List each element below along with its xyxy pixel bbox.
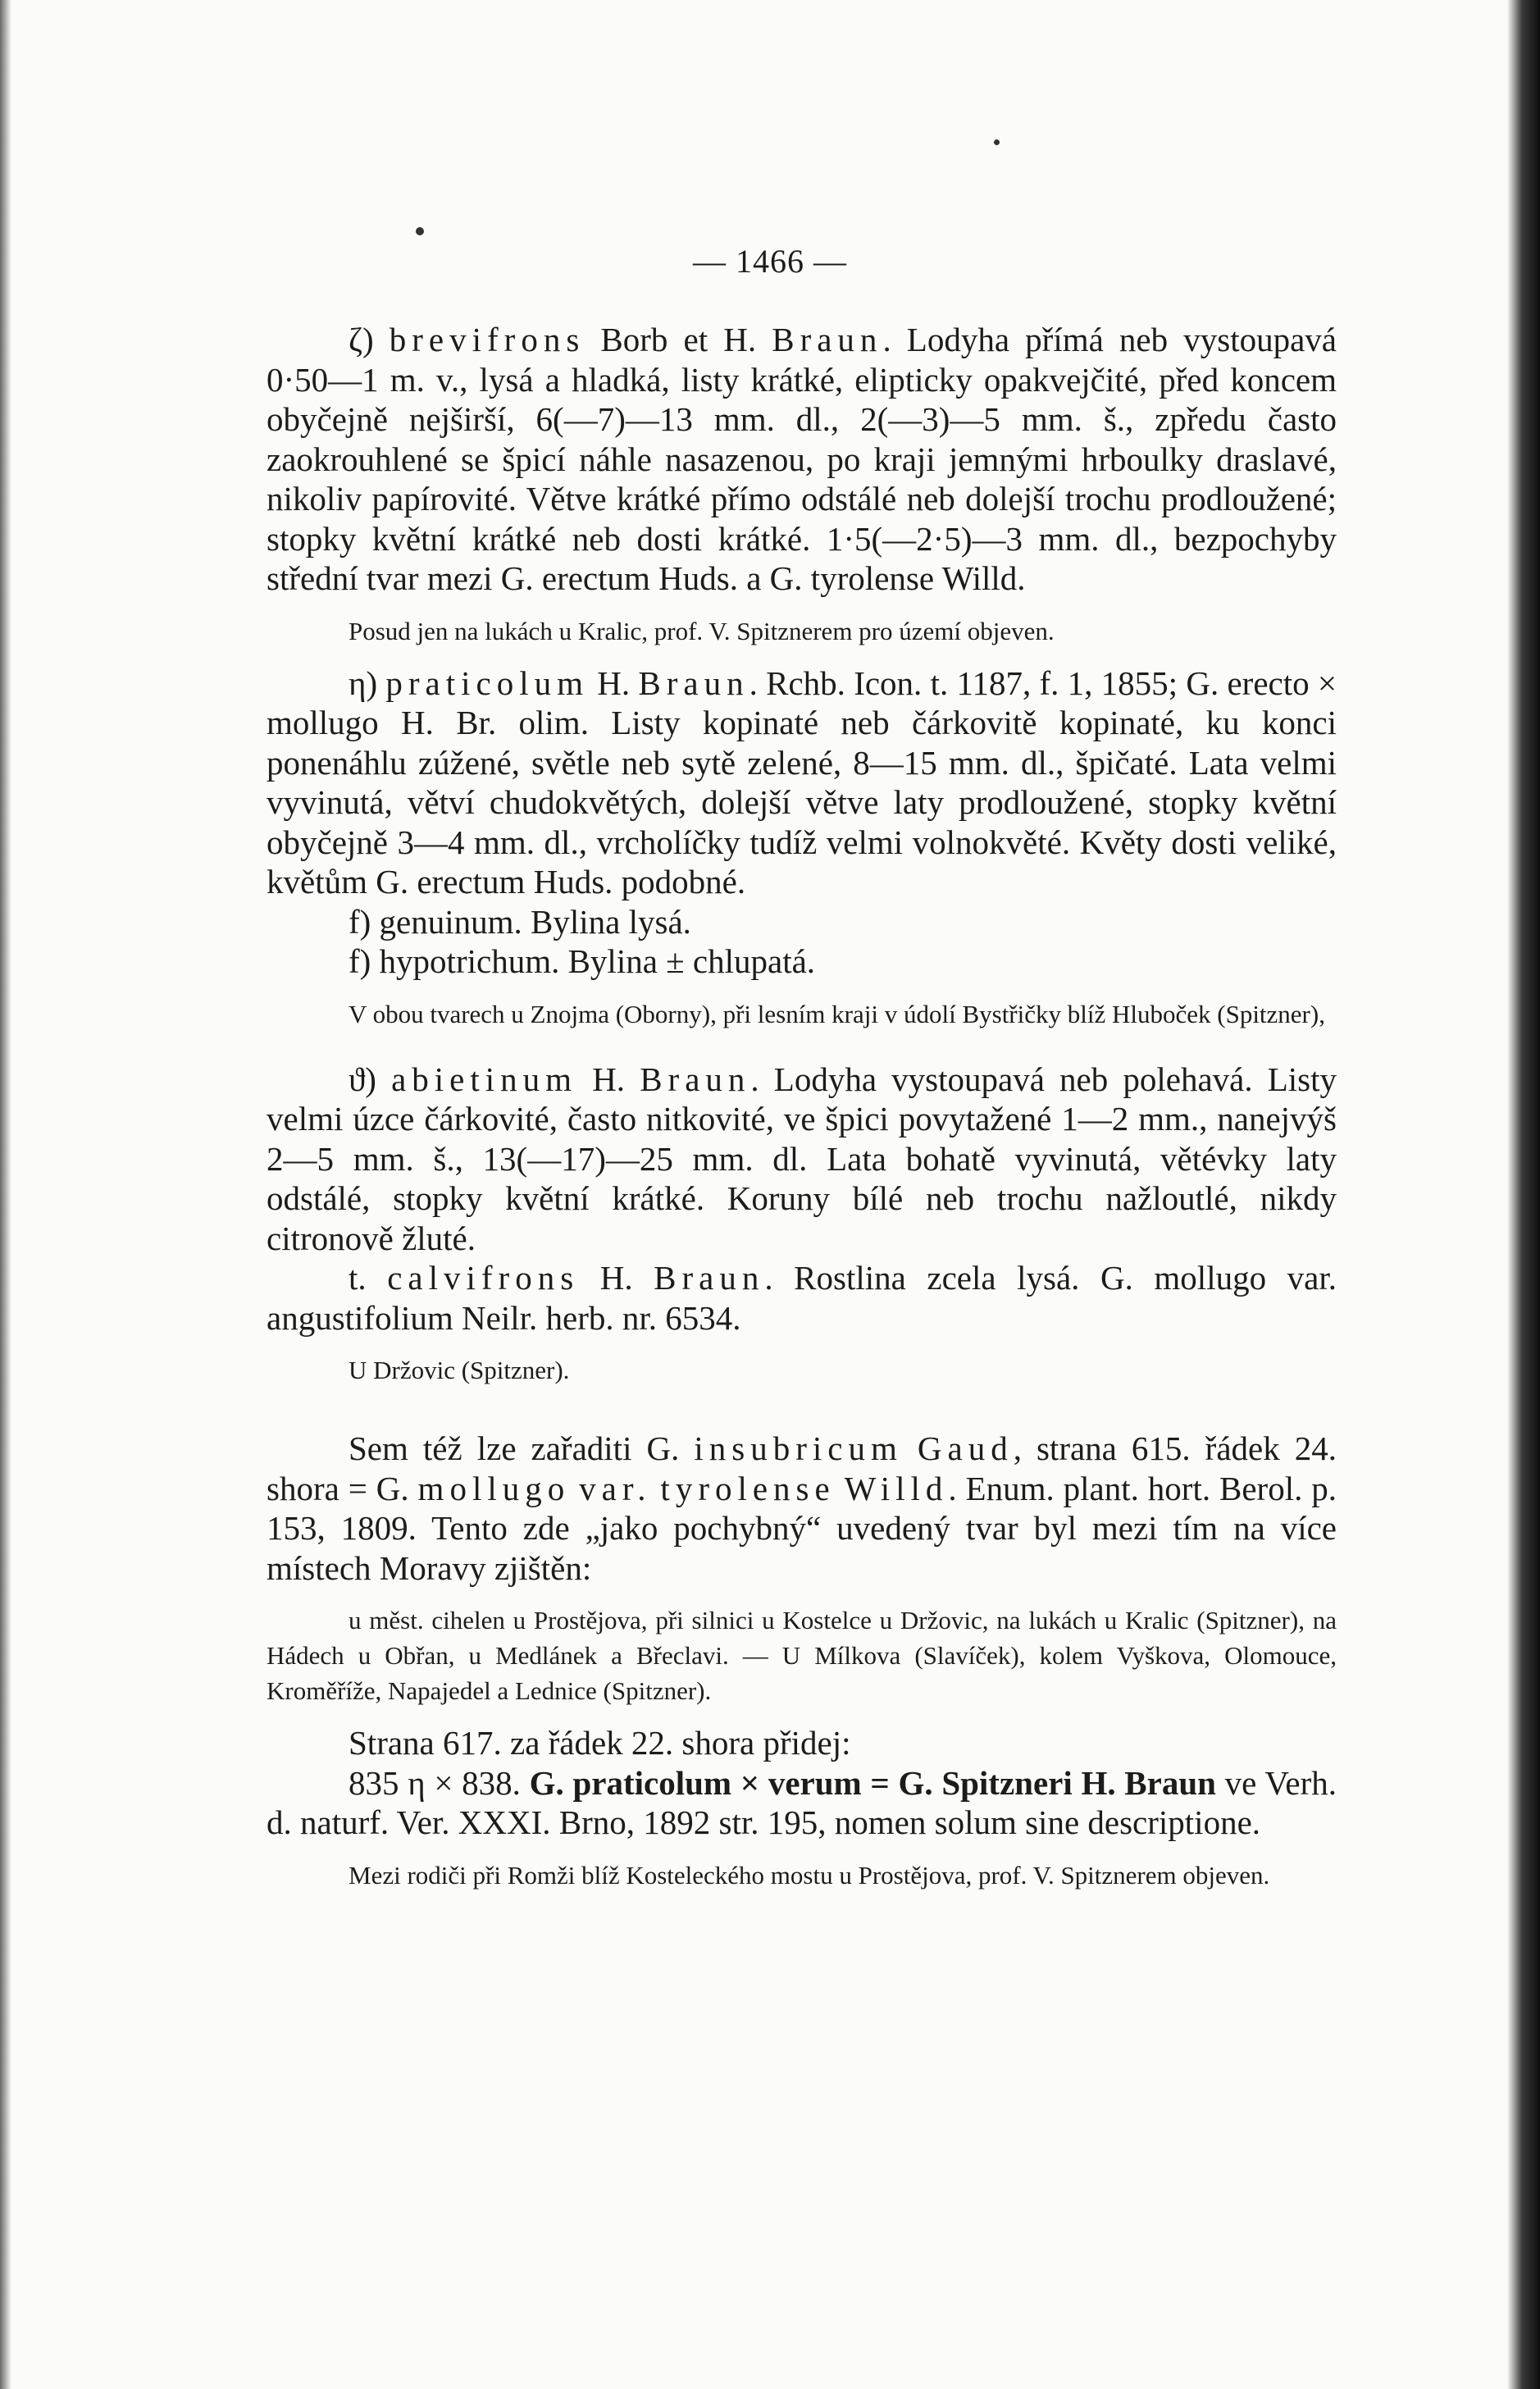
- paragraph-brevifrons: ζ) brevifrons Borb et H. Braun. Lodyha přímá neb vystoupavá 0·50—1 m. v., lysá a hladká, listy krátké, elipticky opakvejčité, před koncem obyčejně nejširší, 6(—7)—13 mm. dl., 2(—3)—5 mm. š., zpředu často zaokrouhlené se špicí náhle nasazenou, po kraji jemnými hrboulky draslavé, nikoliv papírovité. Větve krátké přímo odstálé neb dolejší trochu prodloužené; stopky květní krátké neb dosti krátké. 1·5(—2·5)—3 mm. dl., bezpochyby střední tvar mezi G. erectum Huds. a G. tyrolense Willd.: [267, 321, 1337, 597]
- paragraph-praticolum: η) praticolum H. Braun. Rchb. Icon. t. 1187, f. 1, 1855; G. erecto × mollugo H. Br. olim. Listy kopinaté neb čárkovitě kopinaté, ku konci ponenáhlu zúžené, světle neb sytě zelené, 8—15 mm. dl., špičaté. Lata velmi vyvinutá, větví chudokvětých, dolejší větve laty prodloužené, stopky květní obyčejně 3—4 mm. dl., vrcholíčky tudíž velmi volnokvěté. Květy dosti veliké, květům G. erectum Huds. podobné.: [267, 663, 1337, 900]
- ink-speck: [416, 227, 424, 235]
- locality-note: V obou tvarech u Znojma (Oborny), při lesním kraji v údolí Bystřičky blíž Hluboček (Spitzner),: [349, 999, 1325, 1028]
- form-genuinum: f) genuinum. Bylina lysá.: [349, 902, 691, 941]
- addendum-heading: Strana 617. za řádek 22. shora přidej:: [349, 1724, 851, 1762]
- paragraph-insubricum: Sem též lze zařaditi G. insubricum Gaud, strana 615. řádek 24. shora = G. mollugo var. tyrolense Willd. Enum. plant. hort. Berol. p. 153, 1809. Tento zde „jako pochybný“ uvedený tvar byl mezi tím na více místech Moravy zjištěn:: [267, 1429, 1337, 1587]
- page-number: — 1466 —: [693, 243, 847, 280]
- paragraph-calvifrons: t. calvifrons H. Braun. Rostlina zcela lysá. G. mollugo var. angustifolium Neilr. herb. nr. 6534.: [267, 1259, 1337, 1337]
- locality-note: Posud jen na lukách u Kralic, prof. V. Spitznerem pro území objeven.: [349, 616, 1055, 645]
- scan-edge-left: [0, 0, 11, 2389]
- paragraph-abietinum: ϑ) abietinum H. Braun. Lodyha vystoupavá neb polehavá. Listy velmi úzce čárkovité, často nitkovité, ve špici povytažené 1—2 mm., nanejvýš 2—5 mm. š., 13(—17)—25 mm. dl. Lata bohatě vyvinutá, větévky laty odstálé, stopky květní krátké. Koruny bílé neb trochu nažloutlé, nikdy citronově žluté.: [267, 1060, 1337, 1257]
- form-hypotrichum: f) hypotrichum. Bylina ± chlupatá.: [349, 942, 816, 980]
- paragraph-spitzneri: 835 η × 838. G. praticolum × verum = G. Spitzneri H. Braun ve Verh. d. naturf. Ver. XXXI. Brno, 1892 str. 195, nomen solum sine descriptione.: [267, 1763, 1337, 1841]
- locality-note: u měst. cihelen u Prostějova, při silnici u Kostelce u Držovic, na lukách u Kralic (Spitzner), na Hádech u Obřan, u Medlánek a Břeclavi. — U Mílkova (Slavíček), kolem Vyškova, Olomouce, Kroměříže, Napajedel a Lednice (Spitzner).: [267, 1606, 1337, 1705]
- locality-note: Mezi rodiči při Romži blíž Kosteleckého mostu u Prostějova, prof. V. Spitznerem objeven.: [349, 1860, 1270, 1890]
- page-body: [267, 320, 1337, 1893]
- locality-note: U Držovic (Spitzner).: [349, 1356, 570, 1384]
- ink-speck: [994, 139, 1000, 145]
- scan-edge-right: [1507, 0, 1540, 2389]
